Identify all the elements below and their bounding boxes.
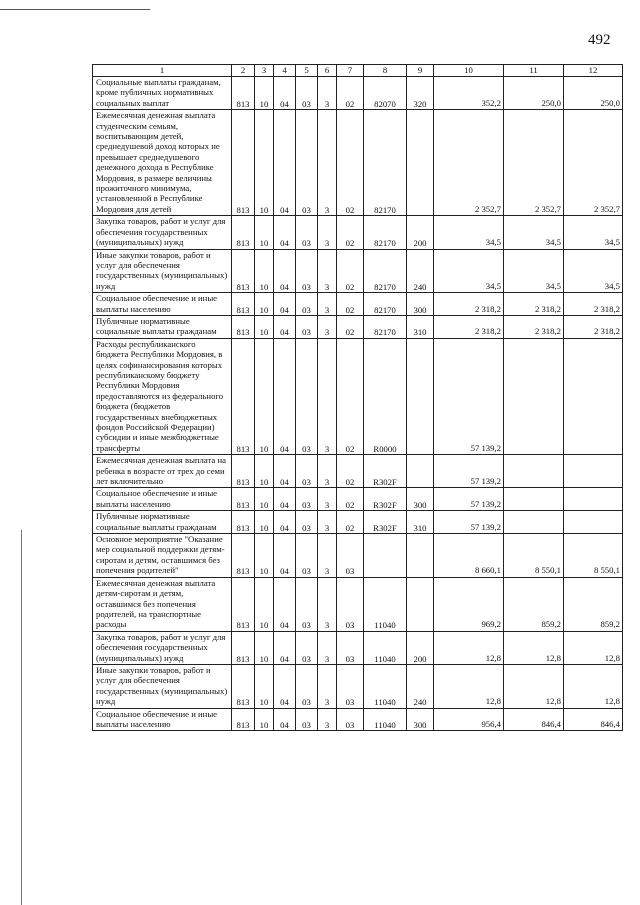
row-description: Основное мероприятие "Оказание мер социальной поддержки детям-сиротам и детям, оставшимся без попечения родителей" xyxy=(93,534,232,578)
code-section: 10 xyxy=(255,338,274,454)
budget-table xyxy=(92,64,623,731)
amount-year-3: 859,2 xyxy=(564,577,623,631)
column-header: 11 xyxy=(504,65,564,77)
code-activity: 02 xyxy=(337,315,364,338)
amount-year-2: 846,4 xyxy=(504,708,564,731)
table-row xyxy=(93,338,623,454)
code-subsection: 04 xyxy=(274,511,296,534)
code-subsection: 04 xyxy=(274,631,296,664)
code-subsection: 04 xyxy=(274,315,296,338)
amount-year-3: 846,4 xyxy=(564,708,623,731)
row-description: Ежемесячная денежная выплата студенческим семьям, воспитывающим детей, среднедушевой доход которых не превышает среднедушевого денежного дохода в Республике Мордовия, в размере величины прожиточного минимума, установленной в Республике Мордовия для детей xyxy=(93,110,232,216)
column-header: 8 xyxy=(364,65,407,77)
amount-year-3: 2 352,7 xyxy=(564,110,623,216)
code-expense-type: 310 xyxy=(407,315,434,338)
code-activity: 02 xyxy=(337,455,364,488)
amount-year-3 xyxy=(564,455,623,488)
code-program: 03 xyxy=(296,110,318,216)
amount-year-2: 34,5 xyxy=(504,216,564,249)
table-row xyxy=(93,631,623,664)
amount-year-3: 2 318,2 xyxy=(564,293,623,316)
code-subprogram: 3 xyxy=(318,249,337,293)
code-subprogram: 3 xyxy=(318,110,337,216)
code-subprogram: 3 xyxy=(318,488,337,511)
code-subprogram: 3 xyxy=(318,708,337,731)
amount-year-3 xyxy=(564,511,623,534)
code-activity: 03 xyxy=(337,664,364,708)
amount-year-1: 57 139,2 xyxy=(434,511,504,534)
code-program: 03 xyxy=(296,338,318,454)
amount-year-2: 2 318,2 xyxy=(504,293,564,316)
code-expense-type: 310 xyxy=(407,511,434,534)
code-program: 03 xyxy=(296,249,318,293)
row-description: Социальное обеспечение и иные выплаты населению xyxy=(93,708,232,731)
column-header: 6 xyxy=(318,65,337,77)
row-description: Иные закупки товаров, работ и услуг для обеспечения государственных (муниципальных) нужд xyxy=(93,664,232,708)
code-expense-type: 300 xyxy=(407,293,434,316)
amount-year-1: 2 352,7 xyxy=(434,110,504,216)
page-number: 492 xyxy=(588,32,611,48)
code-subsection: 04 xyxy=(274,216,296,249)
table-row xyxy=(93,293,623,316)
amount-year-2: 12,8 xyxy=(504,631,564,664)
code-subprogram: 3 xyxy=(318,577,337,631)
code-expense-type xyxy=(407,110,434,216)
code-expense-type: 300 xyxy=(407,488,434,511)
row-description: Закупка товаров, работ и услуг для обеспечения государственных (муниципальных) нужд xyxy=(93,631,232,664)
code-subsection: 04 xyxy=(274,577,296,631)
column-header: 10 xyxy=(434,65,504,77)
code-gov: 813 xyxy=(232,249,255,293)
code-section: 10 xyxy=(255,577,274,631)
amount-year-1: 57 139,2 xyxy=(434,488,504,511)
column-header: 12 xyxy=(564,65,623,77)
code-expense-type: 320 xyxy=(407,77,434,110)
code-program: 03 xyxy=(296,708,318,731)
code-section: 10 xyxy=(255,455,274,488)
amount-year-3: 8 550,1 xyxy=(564,534,623,578)
amount-year-3 xyxy=(564,338,623,454)
code-direction: R302F xyxy=(364,455,407,488)
table-row xyxy=(93,110,623,216)
table-row xyxy=(93,708,623,731)
code-expense-type: 240 xyxy=(407,249,434,293)
code-gov: 813 xyxy=(232,110,255,216)
code-subprogram: 3 xyxy=(318,534,337,578)
table-row xyxy=(93,511,623,534)
table-row xyxy=(93,664,623,708)
table-row xyxy=(93,77,623,110)
table-row xyxy=(93,216,623,249)
code-gov: 813 xyxy=(232,338,255,454)
code-activity: 02 xyxy=(337,249,364,293)
scan-margin-line xyxy=(21,530,22,905)
amount-year-2 xyxy=(504,488,564,511)
amount-year-1: 969,2 xyxy=(434,577,504,631)
amount-year-3: 34,5 xyxy=(564,249,623,293)
table-body xyxy=(93,77,623,731)
row-description: Иные закупки товаров, работ и услуг для обеспечения государственных (муниципальных) нужд xyxy=(93,249,232,293)
row-description: Ежемесячная денежная выплата детям-сиротам и детям, оставшимся без попечения родителей, на транспортные расходы xyxy=(93,577,232,631)
code-gov: 813 xyxy=(232,664,255,708)
code-section: 10 xyxy=(255,249,274,293)
code-activity: 02 xyxy=(337,110,364,216)
amount-year-1: 8 660,1 xyxy=(434,534,504,578)
code-gov: 813 xyxy=(232,708,255,731)
amount-year-2: 34,5 xyxy=(504,249,564,293)
amount-year-3: 12,8 xyxy=(564,664,623,708)
code-section: 10 xyxy=(255,664,274,708)
code-program: 03 xyxy=(296,293,318,316)
code-direction: 11040 xyxy=(364,664,407,708)
code-section: 10 xyxy=(255,708,274,731)
code-subsection: 04 xyxy=(274,455,296,488)
table-row xyxy=(93,249,623,293)
code-activity: 02 xyxy=(337,216,364,249)
table-row xyxy=(93,534,623,578)
amount-year-2: 250,0 xyxy=(504,77,564,110)
amount-year-3 xyxy=(564,488,623,511)
code-section: 10 xyxy=(255,511,274,534)
amount-year-1: 352,2 xyxy=(434,77,504,110)
code-subsection: 04 xyxy=(274,534,296,578)
table-header-row xyxy=(93,65,623,77)
code-subprogram: 3 xyxy=(318,216,337,249)
code-direction: 11040 xyxy=(364,577,407,631)
code-program: 03 xyxy=(296,216,318,249)
amount-year-1: 57 139,2 xyxy=(434,338,504,454)
code-subsection: 04 xyxy=(274,77,296,110)
amount-year-3: 34,5 xyxy=(564,216,623,249)
code-gov: 813 xyxy=(232,315,255,338)
code-direction: 82170 xyxy=(364,216,407,249)
code-direction: 82170 xyxy=(364,249,407,293)
code-program: 03 xyxy=(296,664,318,708)
code-section: 10 xyxy=(255,293,274,316)
row-description: Социальные выплаты гражданам, кроме публичных нормативных социальных выплат xyxy=(93,77,232,110)
code-section: 10 xyxy=(255,315,274,338)
amount-year-1: 57 139,2 xyxy=(434,455,504,488)
code-program: 03 xyxy=(296,631,318,664)
code-subprogram: 3 xyxy=(318,664,337,708)
row-description: Публичные нормативные социальные выплаты гражданам xyxy=(93,315,232,338)
code-subsection: 04 xyxy=(274,664,296,708)
amount-year-1: 34,5 xyxy=(434,249,504,293)
code-direction: 11040 xyxy=(364,708,407,731)
row-description: Расходы республиканского бюджета Республики Мордовия, в целях софинансирования которых республиканскому бюджету Республики Мордовия предоставляются из федерального бюджета (бюджетов государственных внебюджетных фондов Российской Федерации) субсидии и иные межбюджетные трансферты xyxy=(93,338,232,454)
code-gov: 813 xyxy=(232,534,255,578)
code-subprogram: 3 xyxy=(318,338,337,454)
row-description: Социальное обеспечение и иные выплаты населению xyxy=(93,293,232,316)
code-expense-type: 240 xyxy=(407,664,434,708)
code-section: 10 xyxy=(255,488,274,511)
amount-year-2: 8 550,1 xyxy=(504,534,564,578)
code-direction: 82170 xyxy=(364,110,407,216)
code-direction: R0000 xyxy=(364,338,407,454)
code-direction: R302F xyxy=(364,488,407,511)
code-activity: 03 xyxy=(337,631,364,664)
amount-year-1: 2 318,2 xyxy=(434,293,504,316)
code-activity: 02 xyxy=(337,77,364,110)
code-expense-type: 200 xyxy=(407,216,434,249)
code-subsection: 04 xyxy=(274,708,296,731)
amount-year-1: 34,5 xyxy=(434,216,504,249)
code-subsection: 04 xyxy=(274,249,296,293)
code-subprogram: 3 xyxy=(318,631,337,664)
amount-year-3: 250,0 xyxy=(564,77,623,110)
amount-year-2: 12,8 xyxy=(504,664,564,708)
amount-year-2 xyxy=(504,338,564,454)
column-header: 2 xyxy=(232,65,255,77)
code-subprogram: 3 xyxy=(318,511,337,534)
code-gov: 813 xyxy=(232,577,255,631)
code-program: 03 xyxy=(296,488,318,511)
code-activity: 02 xyxy=(337,511,364,534)
table-row xyxy=(93,315,623,338)
code-gov: 813 xyxy=(232,488,255,511)
code-activity: 03 xyxy=(337,577,364,631)
code-section: 10 xyxy=(255,216,274,249)
code-expense-type xyxy=(407,534,434,578)
code-gov: 813 xyxy=(232,631,255,664)
code-expense-type xyxy=(407,577,434,631)
code-subsection: 04 xyxy=(274,488,296,511)
column-header: 9 xyxy=(407,65,434,77)
amount-year-2: 2 352,7 xyxy=(504,110,564,216)
amount-year-1: 2 318,2 xyxy=(434,315,504,338)
row-description: Социальное обеспечение и иные выплаты населению xyxy=(93,488,232,511)
amount-year-2: 859,2 xyxy=(504,577,564,631)
amount-year-3: 2 318,2 xyxy=(564,315,623,338)
code-direction: 82170 xyxy=(364,315,407,338)
scan-edge-line xyxy=(0,9,150,10)
code-gov: 813 xyxy=(232,293,255,316)
column-header: 3 xyxy=(255,65,274,77)
code-program: 03 xyxy=(296,455,318,488)
amount-year-1: 12,8 xyxy=(434,664,504,708)
column-header: 5 xyxy=(296,65,318,77)
code-subprogram: 3 xyxy=(318,455,337,488)
column-header: 7 xyxy=(337,65,364,77)
code-direction: 82170 xyxy=(364,293,407,316)
code-direction: 82070 xyxy=(364,77,407,110)
code-expense-type: 200 xyxy=(407,631,434,664)
amount-year-1: 956,4 xyxy=(434,708,504,731)
amount-year-2 xyxy=(504,511,564,534)
amount-year-3: 12,8 xyxy=(564,631,623,664)
code-direction: 11040 xyxy=(364,631,407,664)
column-header: 4 xyxy=(274,65,296,77)
amount-year-1: 12,8 xyxy=(434,631,504,664)
code-section: 10 xyxy=(255,534,274,578)
code-subprogram: 3 xyxy=(318,77,337,110)
code-section: 10 xyxy=(255,110,274,216)
row-description: Ежемесячная денежная выплата на ребенка в возрасте от трех до семи лет включительно xyxy=(93,455,232,488)
code-program: 03 xyxy=(296,577,318,631)
code-section: 10 xyxy=(255,631,274,664)
column-header: 1 xyxy=(93,65,232,77)
table-row xyxy=(93,455,623,488)
code-direction: R302F xyxy=(364,511,407,534)
code-direction xyxy=(364,534,407,578)
code-gov: 813 xyxy=(232,216,255,249)
code-activity: 02 xyxy=(337,488,364,511)
code-activity: 03 xyxy=(337,534,364,578)
code-program: 03 xyxy=(296,77,318,110)
code-gov: 813 xyxy=(232,77,255,110)
code-expense-type xyxy=(407,455,434,488)
code-subprogram: 3 xyxy=(318,315,337,338)
code-activity: 02 xyxy=(337,293,364,316)
code-gov: 813 xyxy=(232,511,255,534)
code-activity: 03 xyxy=(337,708,364,731)
code-activity: 02 xyxy=(337,338,364,454)
amount-year-2 xyxy=(504,455,564,488)
code-gov: 813 xyxy=(232,455,255,488)
code-expense-type xyxy=(407,338,434,454)
code-subsection: 04 xyxy=(274,338,296,454)
table-row xyxy=(93,488,623,511)
code-program: 03 xyxy=(296,315,318,338)
code-subprogram: 3 xyxy=(318,293,337,316)
code-section: 10 xyxy=(255,77,274,110)
row-description: Публичные нормативные социальные выплаты гражданам xyxy=(93,511,232,534)
code-expense-type: 300 xyxy=(407,708,434,731)
code-subsection: 04 xyxy=(274,110,296,216)
code-subsection: 04 xyxy=(274,293,296,316)
code-program: 03 xyxy=(296,511,318,534)
table-row xyxy=(93,577,623,631)
row-description: Закупка товаров, работ и услуг для обеспечения государственных (муниципальных) нужд xyxy=(93,216,232,249)
code-program: 03 xyxy=(296,534,318,578)
amount-year-2: 2 318,2 xyxy=(504,315,564,338)
